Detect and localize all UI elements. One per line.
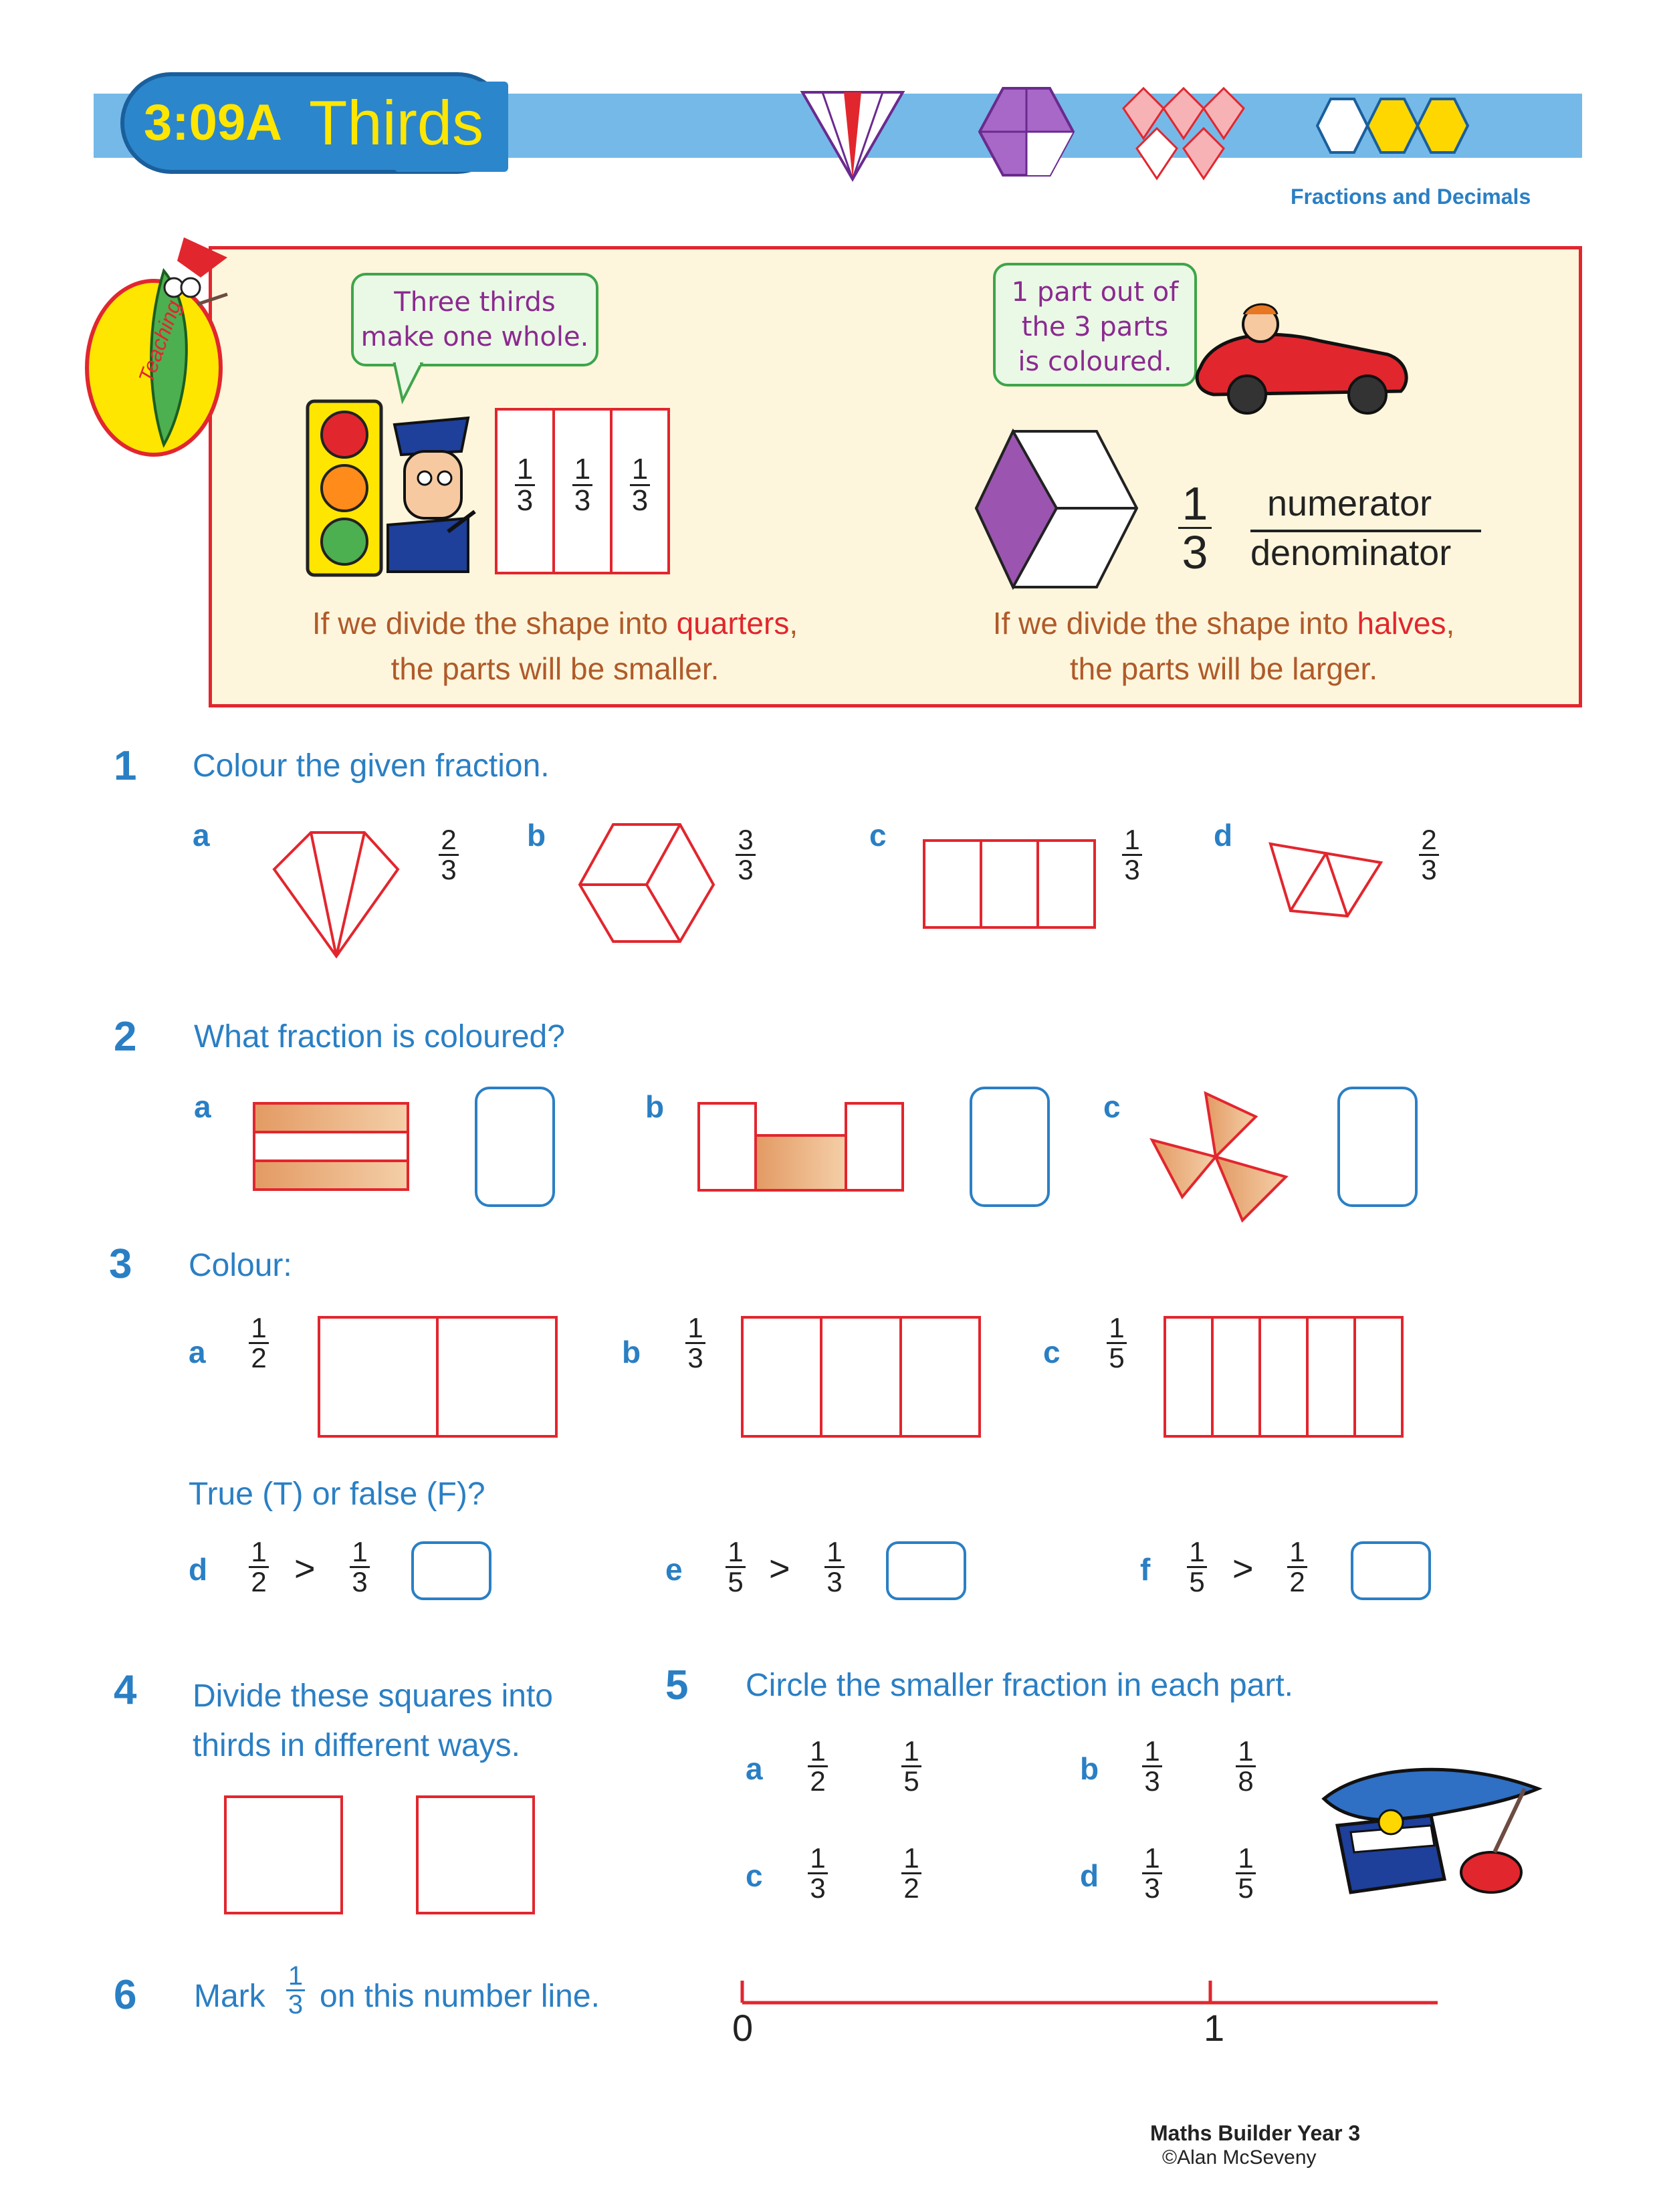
q1-d-trapezium[interactable] bbox=[1267, 836, 1384, 919]
q5-d-fraction-2[interactable]: $\frac{1}{5}$ bbox=[1236, 1844, 1256, 1902]
bubble-right-line1: 1 part out of bbox=[1011, 277, 1179, 308]
header-hexagon-icon bbox=[976, 82, 1077, 182]
question-4-text: Divide these squares into thirds in different ways. bbox=[193, 1678, 553, 1763]
traffic-light-icon bbox=[304, 398, 384, 578]
number-line[interactable] bbox=[736, 1973, 1444, 2013]
q3-d-answer-box[interactable] bbox=[411, 1541, 491, 1600]
question-1-number: 1 bbox=[114, 743, 137, 789]
q3-b-thirds-bar[interactable] bbox=[741, 1316, 982, 1440]
q2-a-shape bbox=[253, 1102, 410, 1192]
q1-c-fraction: $\frac{1}{3}$ bbox=[1122, 826, 1142, 884]
car-illustration bbox=[1187, 294, 1414, 421]
q2-b-label: b bbox=[645, 1089, 665, 1124]
q3-a-label: a bbox=[189, 1335, 206, 1369]
q4-square-2[interactable] bbox=[416, 1795, 535, 1914]
teaching-text-left: If we divide the shape into quarters, the parts will be smaller. bbox=[312, 606, 798, 686]
q1-c-rectangle[interactable] bbox=[923, 839, 1097, 929]
q1-d-fraction: $\frac{2}{3}$ bbox=[1419, 826, 1439, 884]
q5-d-label: d bbox=[1080, 1858, 1099, 1893]
q5-b-fraction-1[interactable]: $\frac{1}{3}$ bbox=[1142, 1737, 1162, 1795]
big-fraction: $\frac{1}{3}$ bbox=[1178, 480, 1212, 576]
page-title: Thirds bbox=[309, 88, 484, 158]
q5-d-fraction-1[interactable]: $\frac{1}{3}$ bbox=[1142, 1844, 1162, 1902]
q3-e-sign: > bbox=[769, 1549, 790, 1589]
q1-a-kite[interactable] bbox=[271, 826, 401, 960]
q2-c-answer-box[interactable] bbox=[1337, 1087, 1418, 1207]
q3-b-label: b bbox=[622, 1335, 641, 1369]
highlight-quarters: quarters bbox=[676, 606, 790, 641]
q5-b-fraction-2[interactable]: $\frac{1}{8}$ bbox=[1236, 1737, 1256, 1795]
q3-b-fraction: $\frac{1}{3}$ bbox=[685, 1314, 705, 1372]
true-false-instruction: True (T) or false (F)? bbox=[189, 1476, 485, 1512]
q2-a-answer-box[interactable] bbox=[475, 1087, 555, 1207]
q1-a-label: a bbox=[193, 818, 210, 853]
q1-b-fraction: $\frac{3}{3}$ bbox=[736, 826, 756, 884]
question-3-text: Colour: bbox=[189, 1248, 292, 1283]
q3-d-fraction-right: $\frac{1}{3}$ bbox=[350, 1538, 370, 1596]
bubble-right-line2: the 3 parts bbox=[1021, 312, 1169, 342]
denominator-label: denominator bbox=[1250, 533, 1452, 573]
question-6-number: 6 bbox=[114, 1972, 137, 2018]
question-2-text: What fraction is coloured? bbox=[194, 1019, 565, 1055]
question-3-number: 3 bbox=[109, 1241, 132, 1287]
header-kite-icon bbox=[796, 79, 909, 186]
q3-d-sign: > bbox=[294, 1549, 316, 1589]
q3-c-fifths-bar[interactable] bbox=[1164, 1316, 1404, 1440]
number-line-label-0: 0 bbox=[732, 2007, 754, 2049]
shark-illustration bbox=[1311, 1752, 1551, 1909]
third-fraction-2: $\frac{1}{3}$ bbox=[572, 455, 592, 516]
question-1-text: Colour the given fraction. bbox=[193, 748, 550, 784]
speech-bubble-left bbox=[351, 273, 598, 366]
q5-a-fraction-2[interactable]: $\frac{1}{5}$ bbox=[901, 1737, 921, 1795]
q3-e-fraction-right: $\frac{1}{3}$ bbox=[824, 1538, 845, 1596]
q3-c-label: c bbox=[1043, 1335, 1061, 1369]
q2-c-pinwheel bbox=[1149, 1090, 1289, 1224]
q5-c-fraction-2[interactable]: $\frac{1}{2}$ bbox=[901, 1844, 921, 1902]
q1-c-label: c bbox=[869, 818, 887, 853]
header-hexagons-row-icon bbox=[1317, 92, 1478, 159]
cube-shape bbox=[973, 428, 1140, 592]
q5-a-fraction-1[interactable]: $\frac{1}{2}$ bbox=[808, 1737, 828, 1795]
header-hearts-icon bbox=[1110, 75, 1270, 189]
q2-a-label: a bbox=[194, 1089, 211, 1124]
q3-d-label: d bbox=[189, 1552, 208, 1587]
exercise-code: 3:09A bbox=[144, 94, 282, 151]
question-5-text: Circle the smaller fraction in each part. bbox=[746, 1668, 1293, 1703]
highlight-halves: halves bbox=[1357, 606, 1446, 641]
q5-a-label: a bbox=[746, 1751, 763, 1786]
bubble-right-line3: is coloured. bbox=[1018, 346, 1172, 377]
teaching-badge-label: Teaching bbox=[134, 297, 186, 386]
q1-d-label: d bbox=[1214, 818, 1233, 853]
question-4-number: 4 bbox=[114, 1667, 137, 1713]
q3-f-fraction-right: $\frac{1}{2}$ bbox=[1287, 1538, 1307, 1596]
q3-e-answer-box[interactable] bbox=[886, 1541, 966, 1600]
q2-c-label: c bbox=[1103, 1089, 1121, 1124]
bubble-left-line2: make one whole. bbox=[360, 322, 589, 352]
third-fraction-3: $\frac{1}{3}$ bbox=[630, 455, 650, 516]
bubble-left-line1: Three thirds bbox=[394, 287, 556, 318]
q3-f-answer-box[interactable] bbox=[1351, 1541, 1431, 1600]
strand-label: Fractions and Decimals bbox=[1291, 185, 1531, 209]
question-2-number: 2 bbox=[114, 1014, 137, 1060]
q6-fraction: $\frac{1}{3}$ bbox=[286, 1963, 305, 2018]
q5-c-fraction-1[interactable]: $\frac{1}{3}$ bbox=[808, 1844, 828, 1902]
q1-a-fraction: $\frac{2}{3}$ bbox=[439, 826, 459, 884]
q3-a-fraction: $\frac{1}{2}$ bbox=[249, 1314, 269, 1372]
q3-e-label: e bbox=[665, 1552, 683, 1587]
numerator-label: numerator bbox=[1267, 483, 1432, 524]
teaching-text-right: If we divide the shape into halves, the parts will be larger. bbox=[992, 606, 1455, 686]
question-6-text-post: on this number line. bbox=[320, 1979, 600, 2014]
q3-e-fraction-left: $\frac{1}{5}$ bbox=[726, 1538, 746, 1596]
speech-bubble-right bbox=[993, 263, 1197, 386]
q3-c-fraction: $\frac{1}{5}$ bbox=[1107, 1314, 1127, 1372]
q1-b-label: b bbox=[527, 818, 546, 853]
question-5-number: 5 bbox=[665, 1662, 689, 1708]
question-6-text-pre: Mark bbox=[194, 1979, 265, 2014]
q3-f-fraction-left: $\frac{1}{5}$ bbox=[1187, 1538, 1207, 1596]
q3-a-halves-bar[interactable] bbox=[318, 1316, 558, 1440]
q5-b-label: b bbox=[1080, 1751, 1099, 1786]
third-fraction-1: $\frac{1}{3}$ bbox=[515, 455, 535, 516]
q3-f-label: f bbox=[1140, 1552, 1151, 1587]
q4-square-1[interactable] bbox=[224, 1795, 343, 1914]
q2-b-shape bbox=[697, 1102, 905, 1192]
policeman-illustration bbox=[374, 398, 475, 578]
q1-b-cube[interactable] bbox=[576, 821, 717, 945]
footer-book-title: Maths Builder Year 3 bbox=[1150, 2121, 1361, 2145]
footer-copyright: ©Alan McSeveny bbox=[1162, 2146, 1317, 2169]
q3-d-fraction-left: $\frac{1}{2}$ bbox=[249, 1538, 269, 1596]
q5-c-label: c bbox=[746, 1858, 763, 1893]
q3-f-sign: > bbox=[1232, 1549, 1254, 1589]
q2-b-answer-box[interactable] bbox=[970, 1087, 1050, 1207]
number-line-label-1: 1 bbox=[1204, 2007, 1225, 2049]
